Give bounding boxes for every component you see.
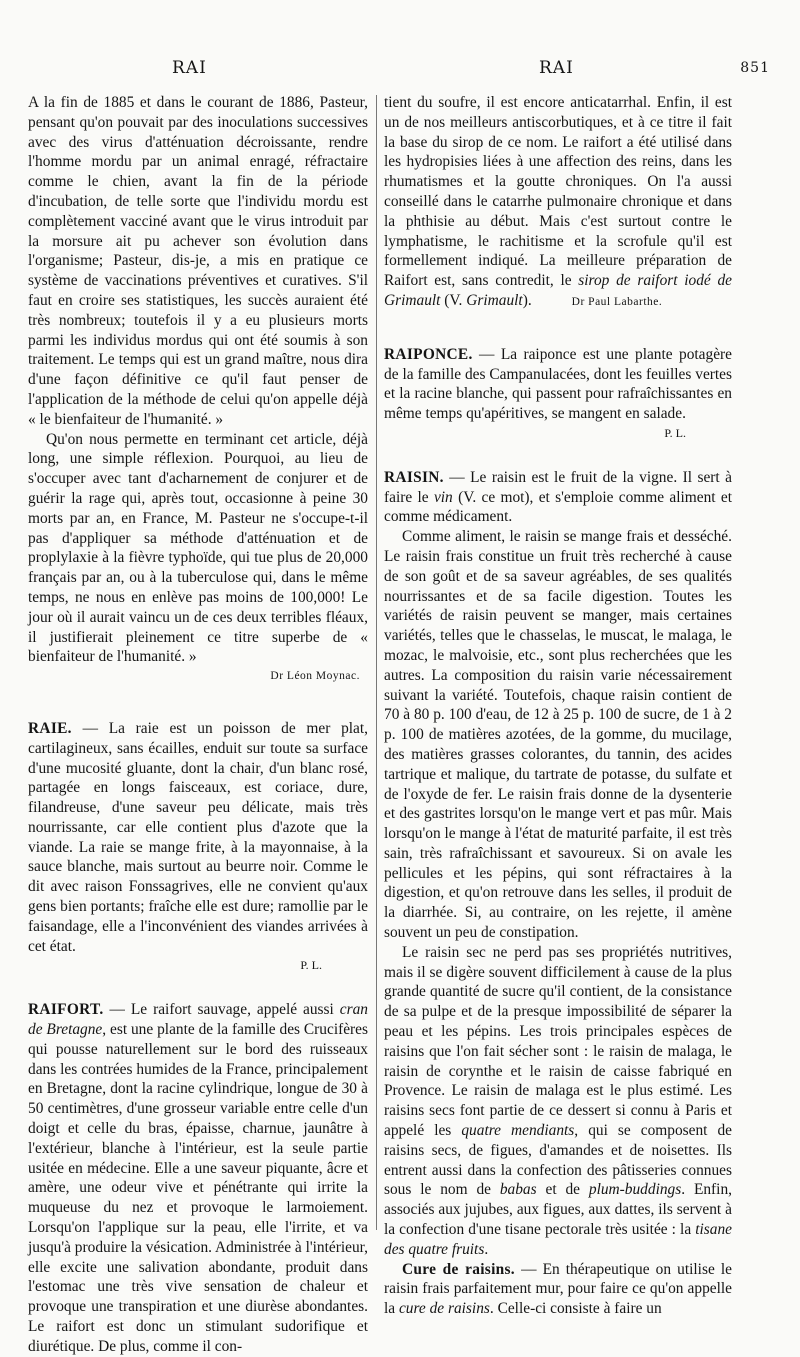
column-divider [376,95,377,1230]
raifort-italic: cran de Bretagne [28,1001,368,1039]
page-number: 851 [740,60,770,76]
headword-raisin: RAISIN. [384,468,444,486]
entry-raisin [384,468,732,1319]
cure-text-b: . Celle-ci consiste à faire un [489,1300,662,1318]
pasteur-signature: Dr Léon Moynac. [270,670,360,683]
raiponce-signature: P. L. [664,425,686,440]
raisin-p3-italic-a: quatre mendiants [461,1122,575,1140]
right-column [384,93,732,1319]
raisin-intro-italic: vin [433,488,453,506]
raisin-p3-a: Le raisin sec ne perd pas ses propriétés nutritives, mais il se digère souvent difficilement à cause de la plus grande quantité de sucre qu'il contient, de la consistance de sa pulpe et de la presque impossibilité de séparer la peau et les pépins. Les trois principales espèces de raisins que l'on fait sécher sont : le raisin de malaga, le raisin de corynthe et le raisin de caisse fabriqué en Provence. Le raisin de malaga est le plus estimé. Les raisins secs font partie de ce dessert si connu à Paris et appelé les [384,943,732,1140]
raiponce-text: — La raiponce est une plante potagère de la famille des Campanulacées, dont les feuilles vertes et la racine blanche, qui passent pour rafraîchissantes en même temps qu'apéritives, se mangent en salade. [384,345,732,423]
running-head-right: RAI [539,58,574,78]
raisin-paragraph-2: Comme aliment, le raisin se mange frais et desséché. Le raisin frais constitue un fruit très recherché à cause de son goût et de sa saveur agréables, de ses qualités nourrissantes et de sa facile digestion. Toutes les variétés de raisin peuvent se manger, mais certaines variétés, telles que le chasselas, le muscat, le malaga, le mozac, le malvoisie, etc., sont plus recherchées que les autres. La composition du raisin varie nécessairement suivant la variété. Toutefois, chaque raisin contient de 70 à 80 p. 100 d'eau, de 12 à 25 p. 100 de sucre, de 1 à 2 p. 100 de matières azotées, de la gomme, du mucilage, des matières grasses colorantes, du tannin, des acides tartrique et malique, du tartrate de potasse, du sulfate et de l'oxyde de fer. Le raisin frais donne de la dysenterie et des gastrites lorsqu'on le mange vert et pas mûr. Mais lorsqu'on le mange à l'état de maturité parfaite, il est très sain, très rafraîchissant et savoureux. Si on avale les pellicules et les pépins, qui sont réfractaires à la digestion, et qu'on retrouve dans les selles, il produit de la diarrhée. Si, au contraire, on les rejette, il amène souvent un peu de constipation. [384,528,732,942]
headword-raifort: RAIFORT. [28,1001,104,1019]
raifort-cont-c: ). [522,291,532,309]
cure-italic: cure de raisins [398,1300,490,1318]
raifort-cont-b: (V. [440,291,467,309]
headword-raiponce: RAIPONCE. [384,345,473,363]
raisin-intro-b: (V. ce mot), et s'emploie comme aliment et comme médicament. [384,488,732,526]
raisin-p3-italic-b: babas [499,1181,537,1199]
raifort-cont-italic-a: sirop de raifort iodé de Grimault [384,272,732,309]
pasteur-paragraph-1: A la fin de 1885 et dans le courant de 1886, Pasteur, pensant qu'on pouvait par des inoculations successives avec des virus d'atténuation décroissante, rendre l'homme mordu par un animal enragé, réfractaire comme le chien, avant la fin de la période d'incubation, de telle sorte que l'individu mordu est complètement vacciné avant que le virus introduit par la morsure ait pu achever son évolution dans l'organisme; Pasteur, dis-je, a mis en pratique ce système de vaccinations préventives et curatives. S'il faut en croire ses statistiques, les succès auraient été très nombreux; toutefois il y a eu plusieurs morts parmi les individus mordus qui ont été soumis à son traitement. Le temps qui est un grand maître, nous dira d'une façon définitive ce qu'il faut penser de l'application de la méthode de celui qu'on appelle déjà « le bienfaiteur de l'humanité. » [28,94,368,428]
entry-raie [28,719,368,976]
pasteur-paragraph-2: Qu'on nous permette en terminant cet article, déjà long, une simple réflexion. Pourquoi, au lieu de s'occuper avec tant d'acharnement de conjurer et de guérir la rage qui, après tout, occasionne à peine 30 morts par an, en France, M. Pasteur ne s'occupe-t-il pas d'appliquer sa méthode d'atténuation et de proplylaxie à la fièvre typhoïde, qui tue plus de 20,000 français par an, ou à la tuberculose qui, dans le même temps, ne nous en enlève pas moins de 100,000! Le jour où il aurait vaincu un de ces deux terribles fléaux, il justifierait pleinement ce titre superbe de « bienfaiteur de l'humanité. » [28,430,368,666]
cure-subheading: Cure de raisins. [402,1260,515,1278]
cure-text-a: — En thérapeutique on utilise le raisin frais parfaitement mur, pour faire ce qu'on appelle la [384,1260,732,1318]
raie-signature: P. L. [300,958,322,973]
raisin-p3-c: et de [536,1181,589,1199]
raifort-continuation [384,93,732,313]
raifort-cont-italic-b: Grimault [466,291,523,309]
raisin-p3-e: . [484,1240,489,1258]
raisin-p3-italic-d: tisane des quatre fruits [384,1221,732,1258]
raisin-p3-b: , qui se composent de raisins secs, de figues, d'amandes et de noisettes. Ils entrent aussi dans la confection des pâtisseries connues sous le nom de [384,1122,733,1199]
entry-raiponce [384,345,732,444]
raisin-p3-italic-c: plum-buddings [588,1181,682,1199]
headword-raie: RAIE. [28,719,72,737]
raisin-paragraph-3 [384,943,732,1260]
raisin-p3-d: . Enfin, associés aux jujubes, aux figues, aux dattes, ils servent à la confection d'une tisane pectorale très usitée : la [384,1181,732,1239]
raifort-text-a: — Le raifort sauvage, appelé aussi [103,1001,340,1019]
raifort-signature: Dr Paul Labarthe. [571,295,663,308]
left-column [28,93,368,1357]
entry-raifort [28,1000,368,1356]
running-head-left: RAI [172,58,207,78]
raifort-text-b: , est une plante de la famille des Crucifères qui pousse naturellement sur le bord des ruisseaux dans les contrées humides de la France, principalement en Bretagne, dont la racine cylindrique, longue de 30 à 50 centimètres, d'une grosseur variable entre celle d'un doigt et celle du bras, épaisse, charnue, jaunâtre à l'extérieur, blanche à l'intérieur, est la seule partie usitée en médecine. Elle a une saveur piquante, âcre et amère, une odeur vive et pénétrante qui irrite la muqueuse du nez et provoque le larmoiement. Lorsqu'on l'applique sur la peau, elle l'irrite, et va jusqu'à produire la vésication. Administrée à l'intérieur, elle excite une salivation abondante, produit dans l'estomac une très vive sensation de chaleur et provoque une transpiration et une diurèse abondantes. Le raifort est donc un stimulant sudorifique et diurétique. De plus, comme il con- [28,1021,369,1355]
raie-text: — La raie est un poisson de mer plat, cartilagineux, sans écailles, enduit sur toute sa surface d'une mucosité gluante, dont la chair, d'un blanc rosé, partagée en longs faisceaux, est coriace, dure, filandreuse, d'une saveur peu délicate, mais très nourrissante, car elle contient plus d'azote que la viande. La raie se mange frite, à la mayonnaise, à la sauce blanche, mais surtout au beurre noir. Comme le dit avec raison Fonssagrives, elle ne convient qu'aux gens bien portants; fraîche elle est dure; ramollie par le faisandage, elle a l'inconvénient des viandes arrivées à cet état. [28,719,368,955]
raisin-cure-paragraph [384,1260,732,1319]
raifort-cont-a: tient du soufre, il est encore anticatarrhal. Enfin, il est un de nos meilleurs antiscorbutiques, et à ce titre il fait la base du sirop de ce nom. Le raifort a été utilisé dans les hydropisies liées à une affection des reins, dans les rhumatismes et la goutte chroniques. On l'a aussi conseillé dans le catarrhe pulmonaire chronique et dans la phthisie au début. Mais c'est surtout contre le lymphatisme, le rachitisme et la scrofule qu'il est formellement indiqué. La meilleure préparation de Raifort est, sans contredit, le [384,94,732,290]
raisin-intro-a: — Le raisin est le fruit de la vigne. Il sert à faire le [384,468,732,506]
